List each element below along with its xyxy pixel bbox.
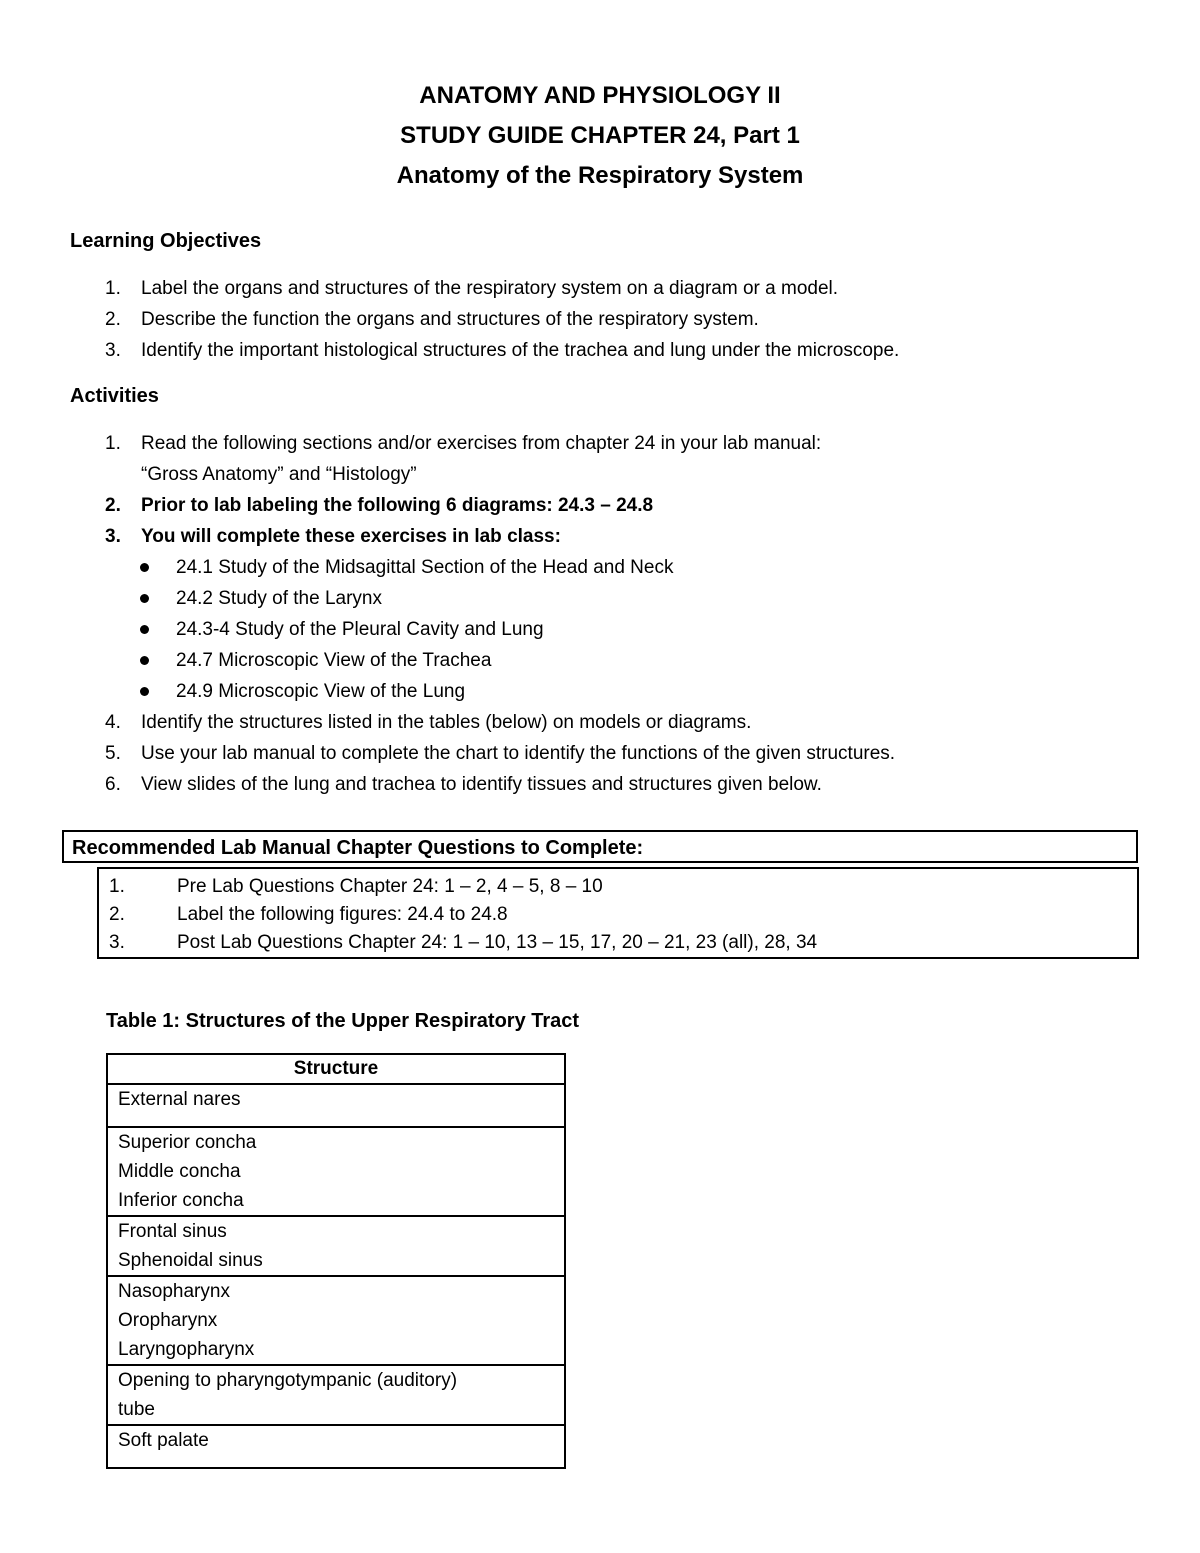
activities-list — [105, 428, 895, 800]
column-header-structure: Structure — [107, 1054, 565, 1084]
bullet-icon — [140, 594, 149, 603]
cell-line: Inferior concha — [118, 1190, 244, 1211]
table-cell — [107, 1365, 565, 1425]
bullet-text: 24.7 Microscopic View of the Trachea — [176, 650, 492, 671]
item-number: 2. — [105, 495, 121, 516]
bullet-icon — [140, 656, 149, 665]
list-item — [105, 769, 895, 800]
item-text: Use your lab manual to complete the chart to identify the functions of the given structures. — [141, 743, 896, 764]
cell-line: Oropharynx — [118, 1310, 218, 1331]
item-number: 3. — [105, 526, 121, 547]
learning-objectives-list — [105, 273, 899, 366]
list-item — [105, 273, 899, 304]
table-cell — [107, 1084, 565, 1127]
document-header — [0, 76, 1200, 196]
cell-line: tube — [118, 1399, 155, 1420]
bullet-text: 24.9 Microscopic View of the Lung — [176, 681, 466, 702]
topic-title: Anatomy of the Respiratory System — [396, 162, 804, 189]
item-text-continued: “Gross Anatomy” and “Histology” — [141, 464, 417, 485]
chapter-title: STUDY GUIDE CHAPTER 24, Part 1 — [400, 122, 800, 149]
bullet-item — [105, 676, 895, 707]
item-number: 1. — [105, 433, 121, 454]
bullet-group — [105, 552, 895, 707]
table-cell — [107, 1127, 565, 1216]
recommended-questions-title: Recommended Lab Manual Chapter Questions to Complete: — [72, 837, 644, 859]
item-text: Pre Lab Questions Chapter 24: 1 – 2, 4 – 5, 8 – 10 — [177, 876, 603, 897]
table-cell — [107, 1216, 565, 1276]
item-number: 1. — [109, 876, 125, 897]
list-item — [105, 521, 895, 552]
list-item — [105, 304, 899, 335]
item-text: Identify the structures listed in the tables (below) on models or diagrams. — [141, 712, 752, 733]
bullet-icon — [140, 687, 149, 696]
bullet-text: 24.1 Study of the Midsagittal Section of the Head and Neck — [176, 557, 674, 578]
list-item — [105, 738, 895, 769]
table-row — [107, 1425, 565, 1468]
cell-line: External nares — [118, 1089, 241, 1110]
item-text: Prior to lab labeling the following 6 diagrams: 24.3 – 24.8 — [141, 495, 654, 516]
table-row — [107, 1084, 565, 1127]
list-item — [105, 490, 895, 521]
item-number: 3. — [109, 932, 125, 953]
recommended-questions-list — [97, 867, 1139, 959]
table-cell — [107, 1425, 565, 1468]
bullet-icon — [140, 625, 149, 634]
item-number: 2. — [109, 904, 125, 925]
item-text: You will complete these exercises in lab class: — [141, 526, 561, 547]
table-header-row — [107, 1054, 565, 1084]
item-number: 3. — [105, 340, 121, 361]
bullet-item — [105, 583, 895, 614]
learning-objectives-heading: Learning Objectives — [70, 230, 262, 252]
item-number: 1. — [105, 278, 121, 299]
lab-exercises-bullets — [105, 552, 895, 707]
item-text: Post Lab Questions Chapter 24: 1 – 10, 13 – 15, 17, 20 – 21, 23 (all), 28, 34 — [177, 932, 818, 953]
cell-line: Laryngopharynx — [118, 1339, 255, 1360]
table-row — [107, 1127, 565, 1216]
list-item — [105, 707, 895, 738]
table-caption: Table 1: Structures of the Upper Respiratory Tract — [106, 1010, 580, 1032]
table-row — [107, 1276, 565, 1365]
item-text: Identify the important histological structures of the trachea and lung under the microscope. — [141, 340, 900, 361]
bullet-text: 24.3-4 Study of the Pleural Cavity and Lung — [176, 619, 544, 640]
item-number: 5. — [105, 743, 121, 764]
list-item — [105, 428, 895, 490]
item-number: 6. — [105, 774, 121, 795]
activities-heading: Activities — [70, 385, 159, 407]
bullet-item — [105, 645, 895, 676]
item-text: Read the following sections and/or exercises from chapter 24 in your lab manual: — [141, 433, 822, 454]
table-cell — [107, 1276, 565, 1365]
recommended-questions-header — [62, 830, 1138, 863]
course-title: ANATOMY AND PHYSIOLOGY II — [419, 82, 781, 109]
upper-respiratory-structures-table — [106, 1053, 566, 1469]
cell-line: Superior concha — [118, 1132, 257, 1153]
bullet-text: 24.2 Study of the Larynx — [176, 588, 382, 609]
cell-line: Sphenoidal sinus — [118, 1250, 263, 1271]
table-row — [107, 1216, 565, 1276]
item-text: Describe the function the organs and structures of the respiratory system. — [141, 309, 759, 330]
bullet-item — [105, 552, 895, 583]
cell-line: Nasopharynx — [118, 1281, 230, 1302]
table-row — [107, 1365, 565, 1425]
item-number: 2. — [105, 309, 121, 330]
item-text: View slides of the lung and trachea to identify tissues and structures given below. — [141, 774, 822, 795]
cell-line: Opening to pharyngotympanic (auditory) — [118, 1370, 458, 1391]
list-item — [105, 335, 899, 366]
cell-line: Middle concha — [118, 1161, 241, 1182]
bullet-icon — [140, 563, 149, 572]
cell-line: Frontal sinus — [118, 1221, 227, 1242]
item-text: Label the following figures: 24.4 to 24.8 — [177, 904, 508, 925]
item-text: Label the organs and structures of the respiratory system on a diagram or a model. — [141, 278, 839, 299]
item-number: 4. — [105, 712, 121, 733]
bullet-item — [105, 614, 895, 645]
cell-line: Soft palate — [118, 1430, 209, 1451]
